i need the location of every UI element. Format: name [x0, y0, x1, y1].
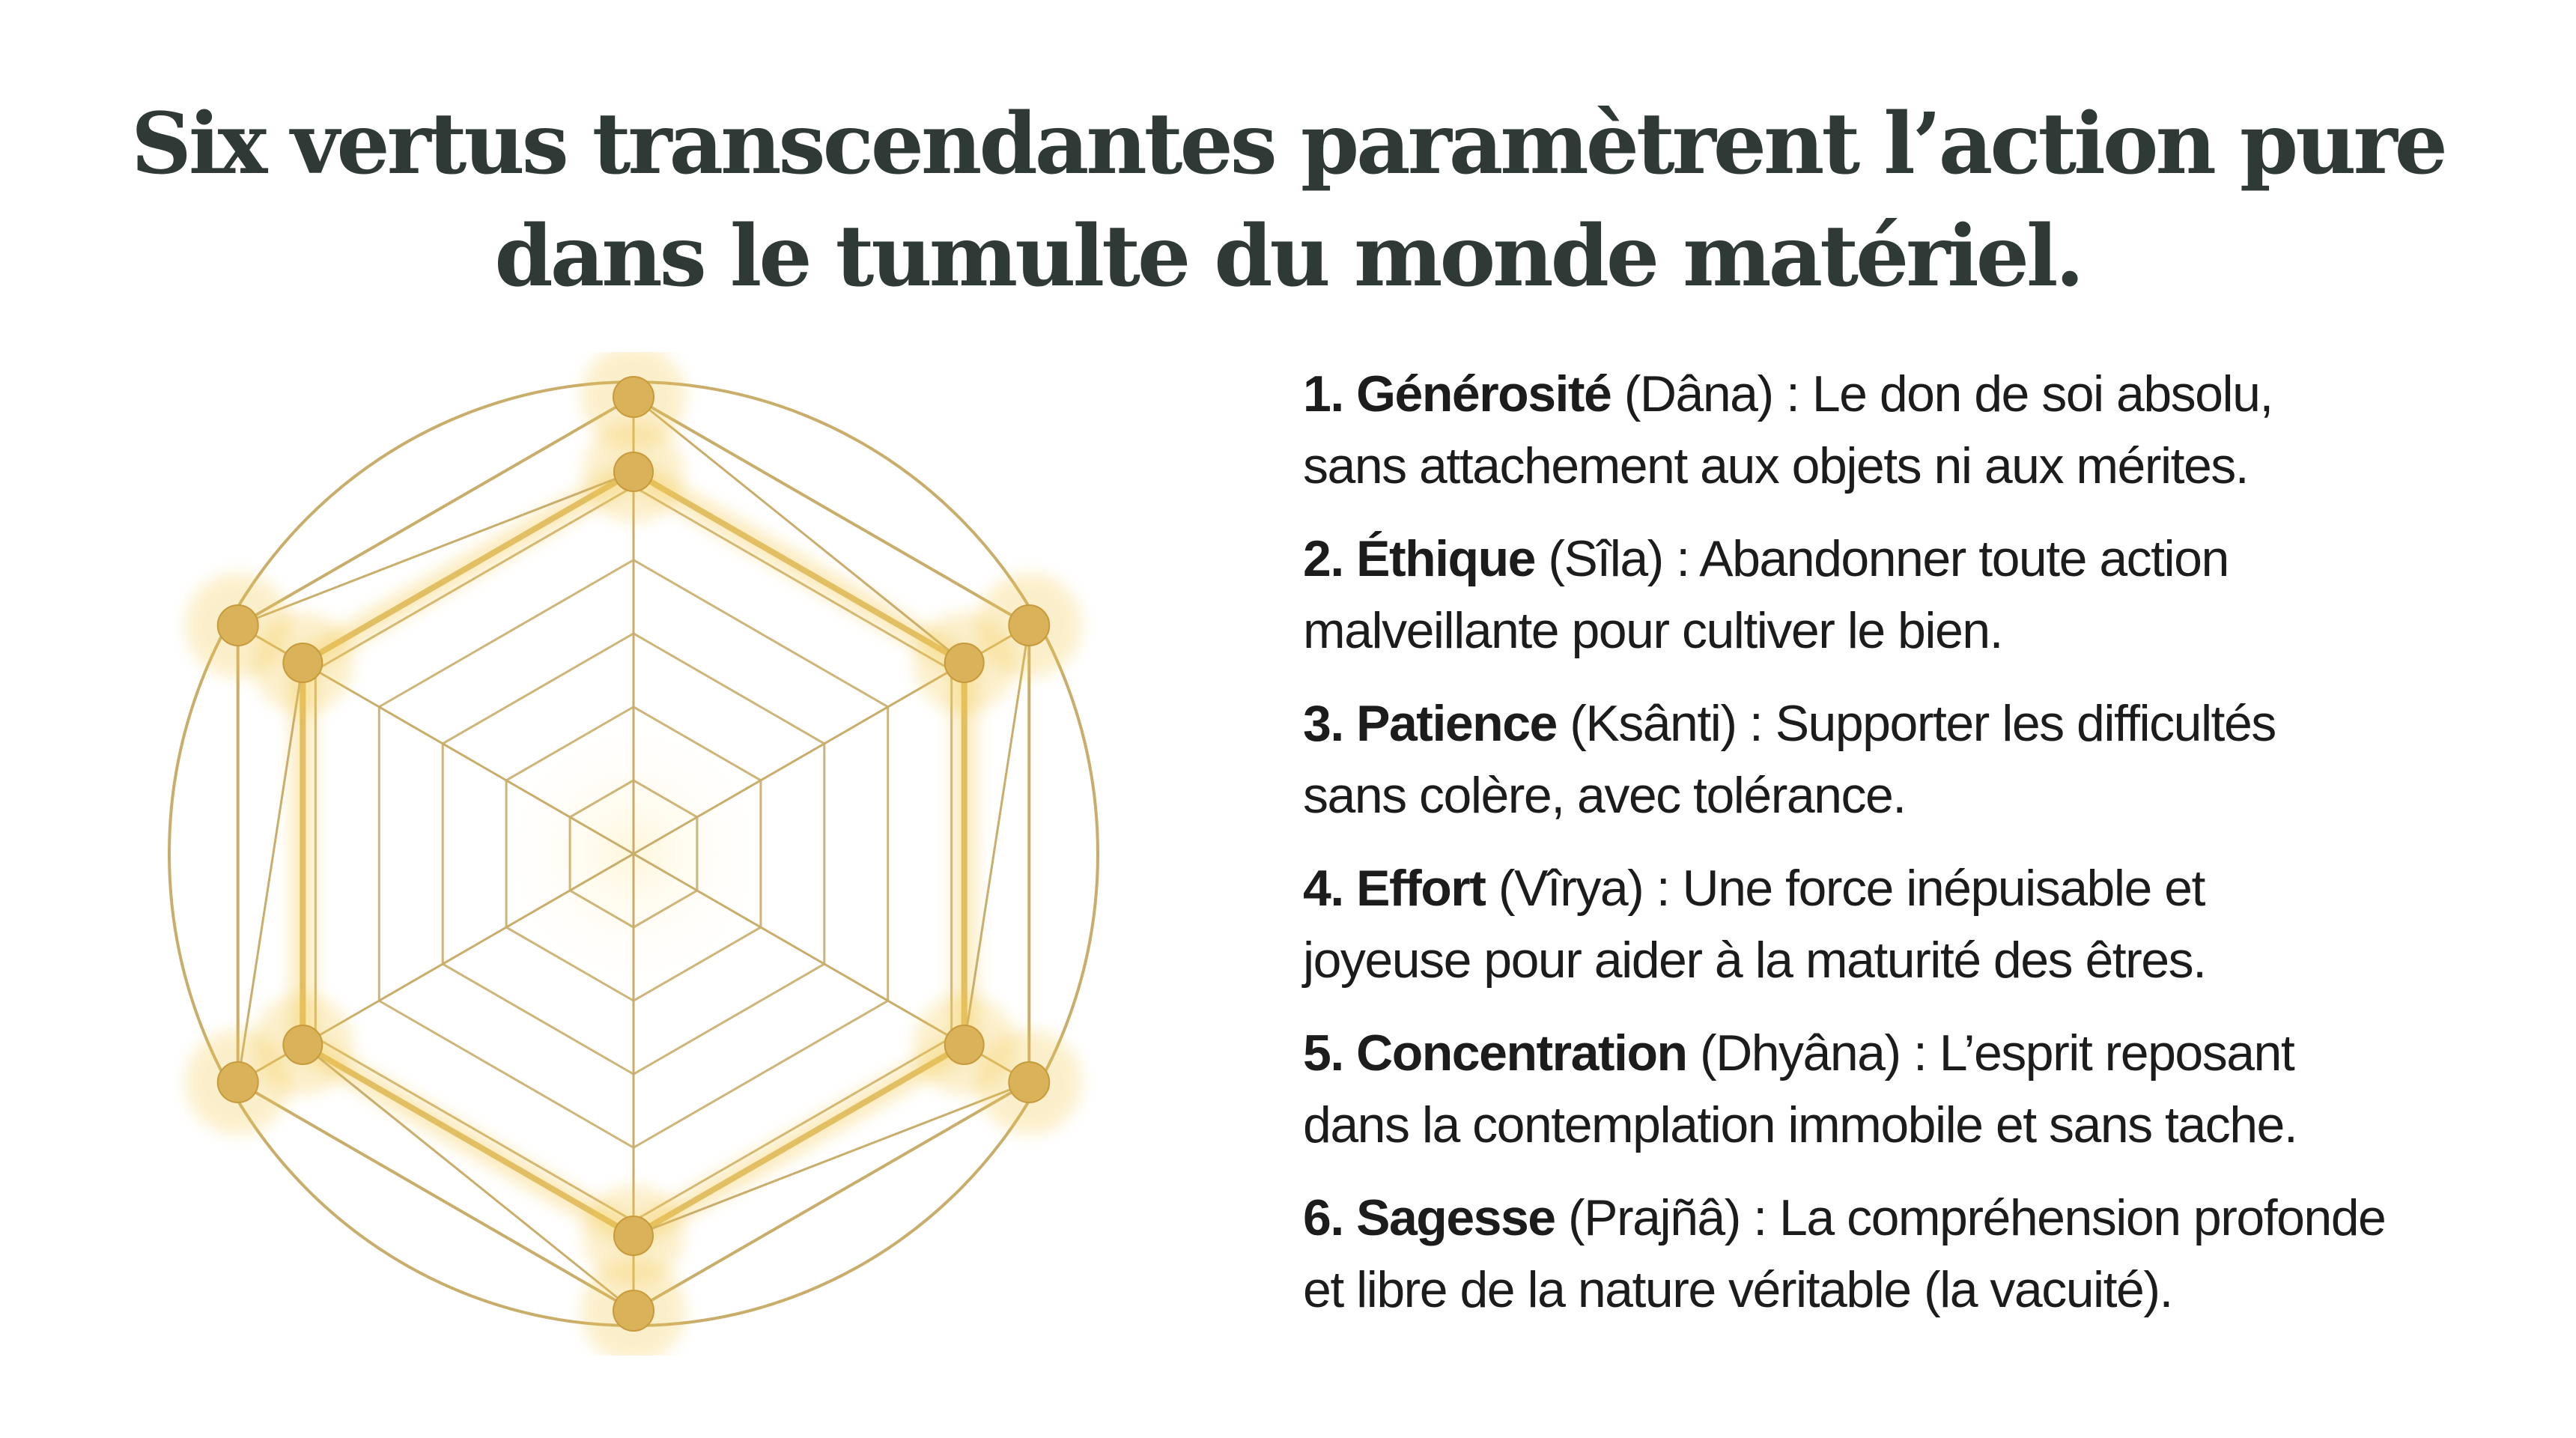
virtue-line-1	[1303, 1182, 2546, 1254]
outer-node	[218, 1062, 258, 1102]
virtue-term: (Dhyâna)	[1699, 1025, 1901, 1081]
virtue-line-1	[1303, 1017, 2546, 1089]
inner-node	[614, 452, 653, 491]
inner-node	[614, 1216, 653, 1255]
virtue-term: (Ksânti)	[1570, 695, 1737, 752]
virtue-number: 2.	[1303, 530, 1343, 587]
title-line-2: dans le tumulte du monde matériel.	[494, 207, 2082, 306]
virtue-desc: : Une force inépuisable et	[1643, 860, 2205, 917]
hexagon-mandala-diagram	[150, 352, 1123, 1356]
outer-node	[613, 377, 654, 417]
virtue-line-1	[1303, 688, 2546, 759]
virtue-desc-continued: joyeuse pour aider à la maturité des êtres.	[1303, 932, 2206, 989]
virtue-number: 6.	[1303, 1189, 1343, 1246]
virtue-item-3	[1303, 688, 2546, 831]
virtue-term: (Prajñâ)	[1568, 1189, 1740, 1246]
virtue-item-6	[1303, 1182, 2546, 1326]
virtue-number: 5.	[1303, 1025, 1343, 1081]
virtue-item-4	[1303, 852, 2546, 996]
virtue-number: 1.	[1303, 365, 1343, 422]
virtue-term: (Vîrya)	[1498, 860, 1644, 917]
virtue-name: Générosité	[1356, 365, 1611, 422]
virtue-item-1	[1303, 358, 2546, 502]
title-line-1: Six vertus transcendantes paramètrent l’action pure	[131, 95, 2445, 193]
virtue-desc: : Le don de soi absolu,	[1772, 365, 2273, 422]
node-connector	[634, 397, 965, 663]
node-connector	[634, 1082, 1029, 1236]
page-title	[0, 88, 2576, 313]
virtue-number: 4.	[1303, 860, 1343, 917]
virtue-number: 3.	[1303, 695, 1343, 752]
virtue-desc-continued: sans colère, avec tolérance.	[1303, 767, 1906, 824]
outer-node	[1009, 1062, 1049, 1102]
virtue-name: Concentration	[1356, 1025, 1687, 1081]
inner-node	[283, 643, 322, 682]
inner-node	[945, 1025, 984, 1064]
virtue-desc-continued: et libre de la nature véritable (la vacuité).	[1303, 1261, 2172, 1318]
outer-node	[613, 1290, 654, 1331]
virtue-line-1	[1303, 358, 2546, 430]
virtue-name: Sagesse	[1356, 1189, 1555, 1246]
virtue-term: (Dâna)	[1623, 365, 1773, 422]
virtue-term: (Sîla)	[1548, 530, 1663, 587]
virtue-desc-continued: sans attachement aux objets ni aux mérites.	[1303, 437, 2249, 494]
virtue-line-1	[1303, 523, 2546, 595]
outer-node	[218, 605, 258, 646]
virtues-list	[1303, 358, 2546, 1347]
virtue-desc: : La compréhension profonde	[1740, 1189, 2386, 1246]
inner-node	[283, 1025, 322, 1064]
virtue-desc-continued: dans la contemplation immobile et sans tache.	[1303, 1096, 2297, 1153]
virtue-name: Patience	[1356, 695, 1557, 752]
inner-node	[945, 643, 984, 682]
virtue-item-2	[1303, 523, 2546, 667]
virtue-item-5	[1303, 1017, 2546, 1161]
node-connector	[238, 472, 634, 625]
virtue-name: Éthique	[1356, 530, 1535, 587]
outer-node	[1009, 605, 1049, 646]
virtue-line-1	[1303, 852, 2546, 924]
virtue-desc: : Supporter les difficultés	[1736, 695, 2276, 752]
virtue-desc: : L’esprit reposant	[1900, 1025, 2294, 1081]
virtue-name: Effort	[1356, 860, 1486, 917]
virtue-desc-continued: malveillante pour cultiver le bien.	[1303, 602, 2002, 659]
virtue-desc: : Abandonner toute action	[1662, 530, 2229, 587]
node-connector	[303, 1045, 634, 1311]
